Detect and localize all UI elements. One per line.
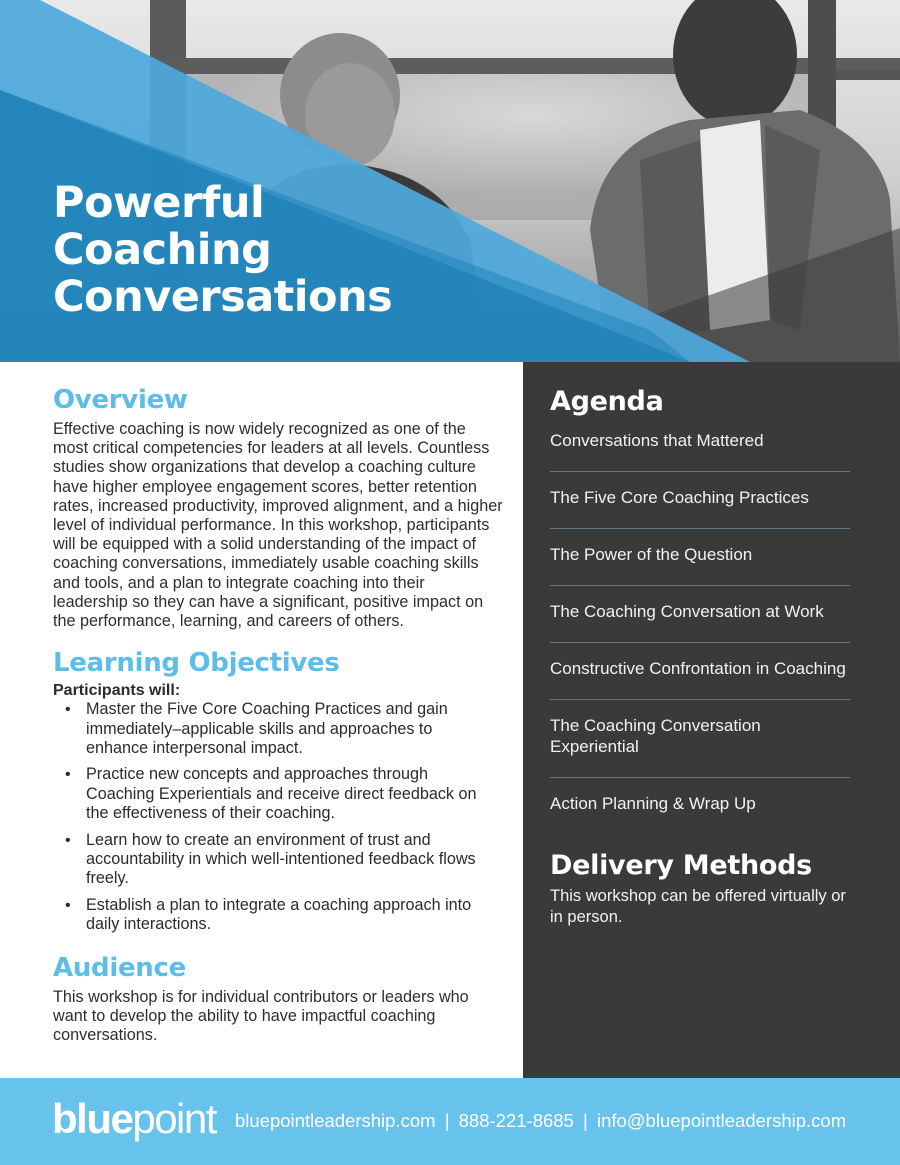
bullet-icon: • — [65, 766, 71, 784]
agenda-item: Conversations that Mattered — [550, 426, 850, 472]
list-item-text: Learn how to create an environment of trust and accountability in which well-intentioned feedback flows freely. — [86, 830, 476, 888]
list-item-text: Establish a plan to integrate a coaching approach into daily interactions. — [86, 895, 472, 934]
audience-heading: Audience — [53, 952, 186, 983]
agenda-panel — [523, 362, 900, 1078]
separator: | — [583, 1110, 588, 1131]
agenda-item: Action Planning & Wrap Up — [550, 794, 756, 813]
hero-banner — [0, 0, 900, 362]
overview-text: Effective coaching is now widely recognized as one of the most critical competencies for leaders at all levels. Countless studies show organizations that develop a coaching culture have higher employee engagement scores, better retention rates, increased productivity, improved alignment, and a higher level of individual performance. In this workshop, participants will be equipped with a solid understanding of the impact of coaching conversations, immediately usable coaching skills and tools, and a plan to integrate coaching into their leadership so they can have a significant, positive impact on the performance, learning, and careers of others. — [53, 420, 503, 631]
title-line-3: Conversations — [53, 272, 393, 322]
bluepoint-logo — [52, 1094, 216, 1144]
footer — [0, 1078, 900, 1165]
list-item-text: Practice new concepts and approaches through Coaching Experientials and receive direct feedback on the effectiveness of their coaching. — [86, 765, 477, 823]
logo-part-point: point — [132, 1095, 216, 1142]
learning-objectives-intro: Participants will: — [53, 682, 181, 700]
bullet-icon: • — [65, 831, 71, 849]
bullet-icon: • — [65, 701, 71, 719]
page-title — [53, 180, 392, 321]
overview-heading: Overview — [53, 385, 188, 415]
learning-objectives-list — [53, 700, 503, 934]
main-content — [53, 384, 503, 1045]
list-item — [53, 896, 493, 935]
email-link[interactable]: info@bluepointleadership.com — [596, 1110, 847, 1131]
title-line-1: Powerful — [53, 178, 265, 228]
agenda-item: Constructive Confrontation in Coaching — [550, 654, 850, 700]
list-item — [53, 765, 493, 823]
agenda-list — [550, 426, 850, 834]
contact-info — [235, 1109, 846, 1133]
separator: | — [444, 1110, 450, 1131]
bullet-icon: • — [65, 896, 71, 914]
website-link[interactable]: bluepointleadership.com — [235, 1110, 436, 1131]
agenda-item: The Coaching Conversation Experiential — [550, 711, 850, 778]
title-line-2: Coaching — [53, 225, 272, 275]
agenda-item: The Five Core Coaching Practices — [550, 483, 850, 529]
agenda-heading: Agenda — [550, 386, 664, 417]
list-item — [53, 700, 493, 758]
agenda-item: The Power of the Question — [550, 540, 850, 586]
list-item-text: Master the Five Core Coaching Practices and gain immediately–applicable skills and approaches to enhance interpersonal impact. — [86, 700, 448, 758]
delivery-methods-heading: Delivery Methods — [550, 850, 812, 881]
agenda-item: The Coaching Conversation at Work — [550, 597, 850, 643]
delivery-methods-text: This workshop can be offered virtually or in person. — [550, 887, 846, 926]
audience-text: This workshop is for individual contributors or leaders who want to develop the ability to have impactful coaching conversations. — [53, 987, 469, 1045]
logo-part-blue: blue — [52, 1095, 133, 1142]
list-item — [53, 831, 493, 889]
phone-link[interactable]: 888-221-8685 — [458, 1110, 574, 1131]
learning-objectives-heading: Learning Objectives — [53, 648, 340, 679]
